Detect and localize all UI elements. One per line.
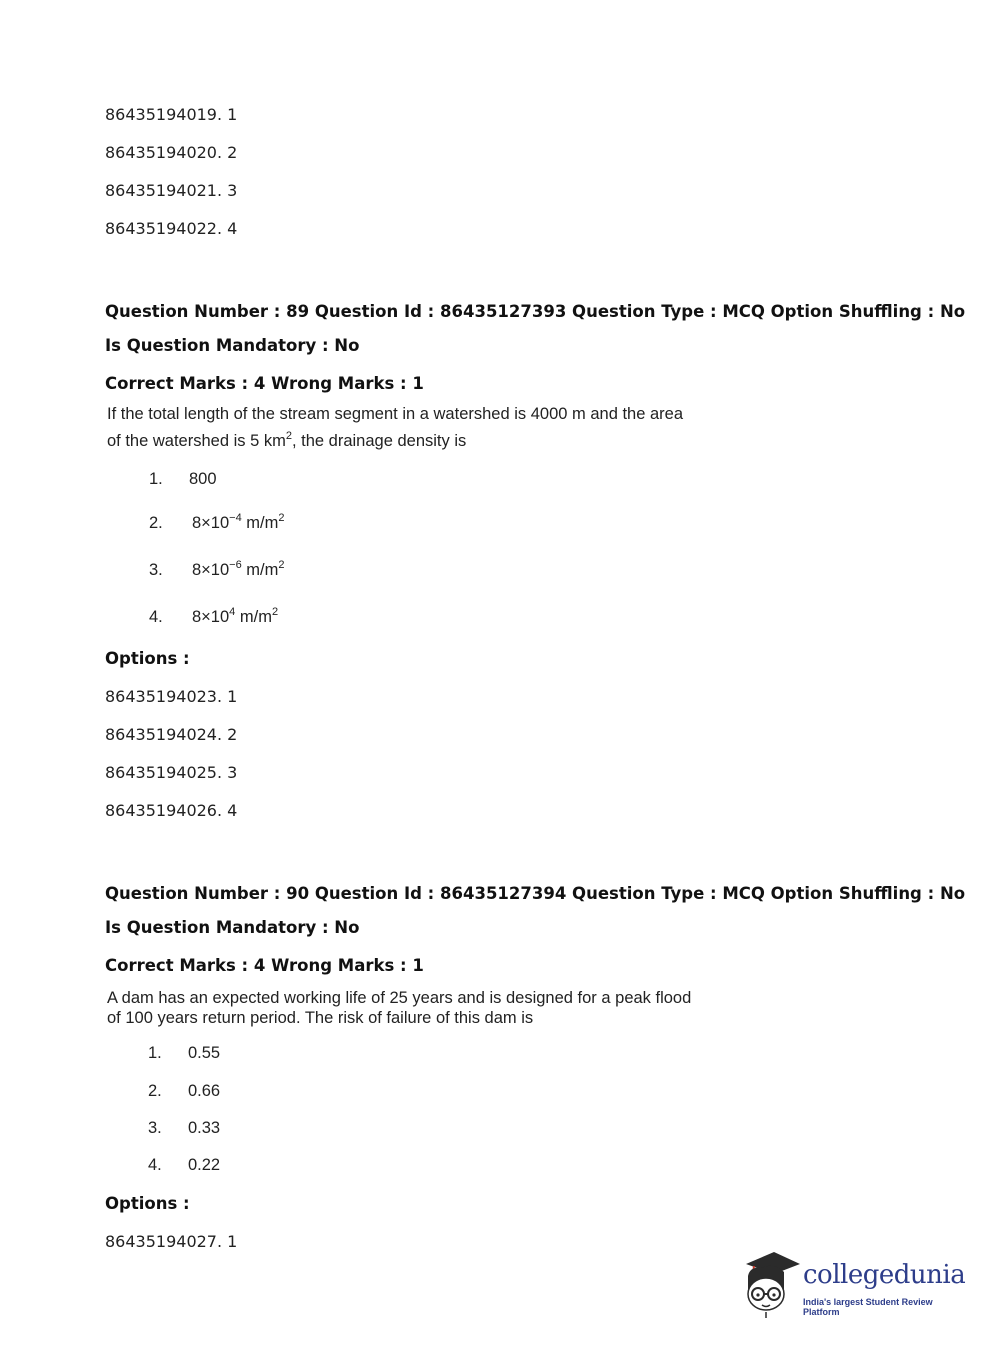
question-mandatory: Is Question Mandatory : No bbox=[105, 918, 360, 937]
question-header: Question Number : 90 Question Id : 86435127394 Question Type : MCQ Option Shuffling : No bbox=[105, 884, 966, 903]
question-text bbox=[107, 401, 683, 455]
option-id-line: 86435194025. 3 bbox=[105, 763, 238, 782]
collegedunia-logo bbox=[740, 1250, 970, 1320]
logo-wordmark: collegedunia bbox=[803, 1260, 966, 1290]
option-id-line: 86435194019. 1 bbox=[105, 105, 238, 124]
question-marks: Correct Marks : 4 Wrong Marks : 1 bbox=[105, 956, 424, 975]
option-id-line: 86435194021. 3 bbox=[105, 181, 238, 200]
option-id-line: 86435194020. 2 bbox=[105, 143, 238, 162]
option-id-line: 86435194023. 1 bbox=[105, 687, 238, 706]
option-id-line: 86435194024. 2 bbox=[105, 725, 238, 744]
question-marks: Correct Marks : 4 Wrong Marks : 1 bbox=[105, 374, 424, 393]
question-text-line: of the watershed is 5 $km^2$, the drainage density is bbox=[107, 430, 467, 450]
question-text bbox=[107, 988, 691, 1028]
options-label: Options : bbox=[105, 649, 190, 668]
option-id-line: 86435194022. 4 bbox=[105, 219, 238, 238]
question-text-line: of 100 years return period. The risk of failure of this dam is bbox=[107, 1009, 534, 1027]
question-mandatory: Is Question Mandatory : No bbox=[105, 336, 360, 355]
question-text-line: If the total length of the stream segment in a watershed is 4000 m and the area bbox=[107, 405, 684, 423]
logo-tagline: India's largest Student Review Platform bbox=[803, 1297, 933, 1317]
question-text-line: A dam has an expected working life of 25 years and is designed for a peak flood bbox=[107, 989, 692, 1007]
option-id-line: 86435194027. 1 bbox=[105, 1232, 238, 1251]
mascot-icon bbox=[740, 1250, 802, 1320]
question-header: Question Number : 89 Question Id : 86435127393 Question Type : MCQ Option Shuffling : No bbox=[105, 302, 966, 321]
options-label: Options : bbox=[105, 1194, 190, 1213]
option-id-line: 86435194026. 4 bbox=[105, 801, 238, 820]
